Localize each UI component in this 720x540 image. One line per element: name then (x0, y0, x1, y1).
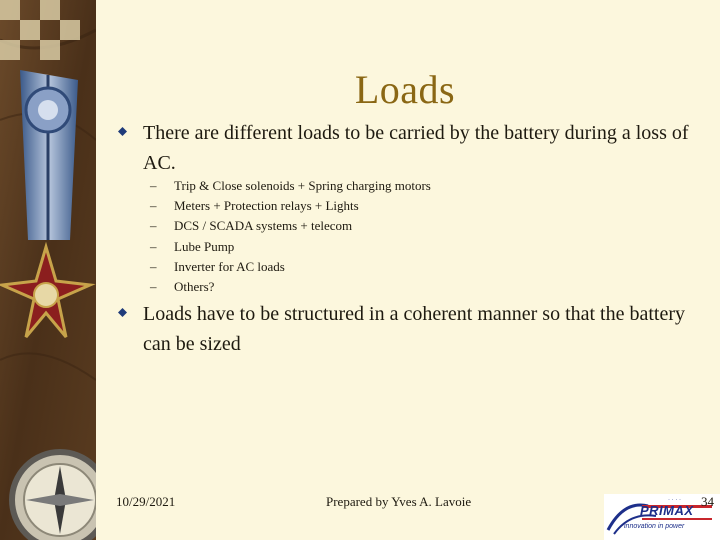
load-sub-list (150, 176, 431, 297)
dash-marker: – (150, 218, 157, 234)
diamond-bullet-icon (118, 127, 127, 136)
diamond-bullet-icon (118, 308, 127, 317)
logo-tagline: innovation in power (624, 523, 685, 530)
list-item (150, 196, 431, 216)
list-item (150, 277, 431, 297)
dash-marker: – (150, 258, 157, 274)
list-item-text: DCS / SCADA systems + telecom (174, 218, 353, 234)
list-item-text: Meters + Protection relays + Lights (174, 198, 359, 214)
dash-marker: – (150, 279, 157, 295)
bullet-point (118, 118, 698, 178)
slide-title: Loads (354, 67, 456, 112)
dash-marker: – (150, 178, 157, 193)
bullet-point (118, 299, 698, 359)
list-item-text: Lube Pump (174, 238, 235, 254)
bullet-text: Loads have to be structured in a coherent manner so that the battery can be sized (143, 303, 686, 355)
page-number: 34 (701, 494, 714, 509)
bullet-text: There are different loads to be carried by the battery during a loss of AC. (143, 122, 689, 174)
logo-brand-text: PRIMAX (640, 503, 694, 518)
dash-marker: – (150, 198, 157, 214)
compass-medal-decoration-icon (0, 0, 96, 540)
list-item-text: Trip & Close solenoids + Spring charging motors (174, 178, 431, 193)
list-item (150, 257, 431, 277)
list-item (150, 216, 431, 236)
svg-text:· · · ·: · · · · (668, 497, 681, 503)
list-item-text: Others? (174, 279, 215, 295)
list-item (150, 237, 431, 257)
footer-date: 10/29/2021 (116, 494, 176, 509)
footer-presenter: Prepared by Yves A. Lavoie (326, 494, 472, 509)
list-item (150, 176, 431, 196)
list-item-text: Inverter for AC loads (174, 258, 285, 274)
dash-marker: – (150, 238, 157, 254)
